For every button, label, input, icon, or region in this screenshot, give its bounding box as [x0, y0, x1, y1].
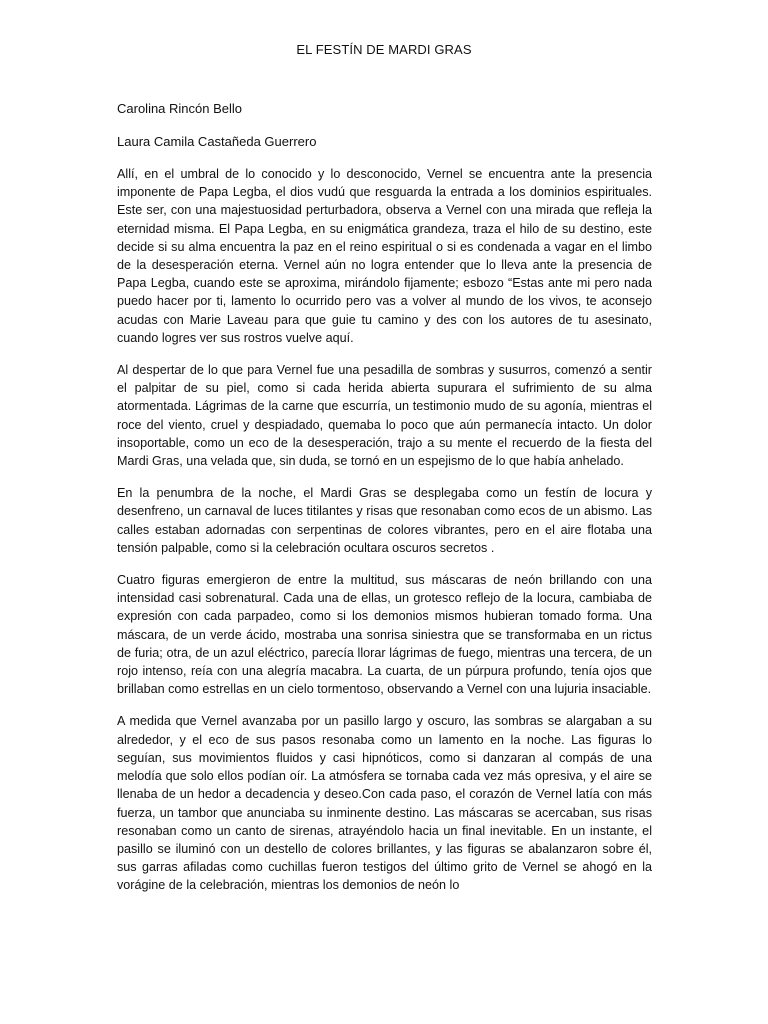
body-paragraph: A medida que Vernel avanzaba por un pasillo largo y oscuro, las sombras se alargaban a su alrededor, y el eco de sus pasos resonaba como un lamento en la noche. Las figuras lo seguían, sus movimientos fluidos y casi hipnóticos, como si danzaran al compás de una melodía que solo ellos podían oír. La atmósfera se tornaba cada vez más opresiva, y el aire se llenaba de un hedor a decadencia y deseo.Con cada paso, el corazón de Vernel latía con más fuerza, un tambor que anunciaba su inminente destino. Las máscaras se acercaban, sus risas resonaban como un canto de sirenas, atrayéndolo hacia un final inevitable. En un instante, el pasillo se iluminó con un destello de colores brillantes, y las figuras se abalanzaron sobre él, sus garras afiladas como cuchillas fueron testigos del último grito de Vernel se ahogó en la vorágine de la celebración, mientras los demonios de neón lo [117, 714, 652, 893]
body-paragraph: Cuatro figuras emergieron de entre la multitud, sus máscaras de neón brillando con una intensidad casi sobrenatural. Cada una de ellas, un grotesco reflejo de la locura, cambiaba de expresión con cada parpadeo, como si los demonios mismos hubieran tomado forma. Una máscara, de un verde ácido, mostraba una sonrisa siniestra que se transformaba en un rictus de furia; otra, de un azul eléctrico, parecía llorar lágrimas de fuego, mientras una tercera, de un rojo intenso, reía con una alegría macabra. La cuarta, de un púrpura profundo, tenía ojos que brillaban como estrellas en un cielo tormentoso, observando a Vernel con una lujuria insaciable. [117, 573, 652, 697]
body-paragraph: Allí, en el umbral de lo conocido y lo desconocido, Vernel se encuentra ante la presencia imponente de Papa Legba, el dios vudú que resguarda la entrada a los dominios espirituales. Este ser, con una majestuosidad perturbadora, observa a Vernel con una mirada que refleja la eternidad misma. El Papa Legba, en su enigmática grandeza, traza el hilo de su destino, este decide si su alma encuentra la paz en el reino espiritual o si es condenada a vagar en el limbo de la desesperación eterna. Vernel aún no logra entender que lo lleva ante la presencia de Papa Legba, cuando este se aproxima, mirándolo fijamente; esbozo “Estas ante mi pero nada puedo hacer por ti, lamento lo ocurrido pero vas a volver al mundo de los vivos, te aconsejo acudas con Marie Laveau para que guie tu camino y des con los autores de tu asesinato, cuando logres ver sus rostros vuelve aquí. [117, 167, 652, 345]
author-name: Carolina Rincón Bello [117, 101, 243, 116]
document-body [117, 165, 652, 909]
author-name: Laura Camila Castañeda Guerrero [117, 134, 317, 149]
document-title: EL FESTÍN DE MARDI GRAS [296, 42, 472, 57]
body-paragraph: En la penumbra de la noche, el Mardi Gras se desplegaba como un festín de locura y desenfreno, un carnaval de luces titilantes y risas que resonaban como ecos de un abismo. Las calles estaban adornadas con serpentinas de colores vibrantes, pero en el aire flotaba una tensión palpable, como si la celebración ocultara oscuros secretos . [117, 486, 652, 555]
body-paragraph: Al despertar de lo que para Vernel fue una pesadilla de sombras y susurros, comenzó a sentir el palpitar de su piel, como si cada herida abierta supurara el sufrimiento de su alma atormentada. Lágrimas de la carne que escurría, un testimonio mudo de su agonía, mientras el roce del viento, cruel y despiadado, quemaba lo poco que aún permanecía intacto. Un dolor insoportable, como un eco de la desesperación, trajo a su mente el recuerdo de la fiesta del Mardi Gras, una velada que, sin duda, se tornó en un espejismo de lo que había anhelado. [117, 363, 652, 469]
